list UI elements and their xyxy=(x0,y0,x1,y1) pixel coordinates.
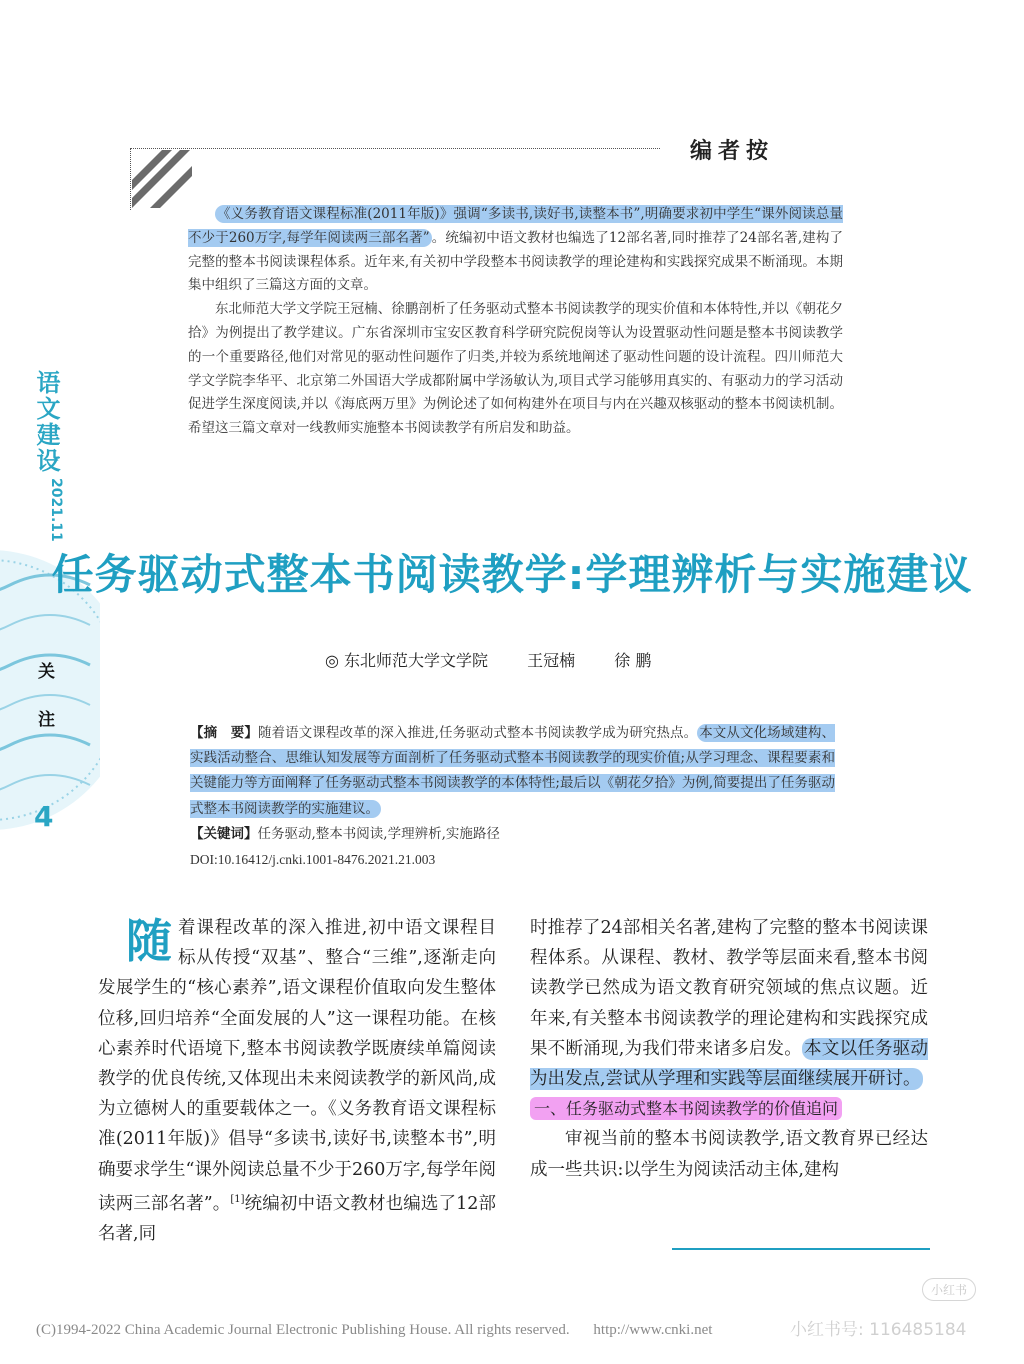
editor-box-left-border xyxy=(130,148,131,210)
body-text: 统编初中语文教材也编选了12部名著,同 xyxy=(98,1193,496,1244)
editor-note-text: 。统编初中语文教材也编选了12部名著,同时推荐了24部名著,建构了完整的整本书阅读课程体系。近年来,有关初中学段整本书阅读教学的理论建构和实践探究成果不断涌现。本期集中组织了三篇这方面的文章。 xyxy=(188,229,843,294)
page-number: 4 xyxy=(34,800,54,833)
section-heading xyxy=(530,1094,928,1124)
keywords-line xyxy=(190,822,835,847)
highlight-blue: 本文从文化场域建构、实践活动整合、思维认知发展等方面剖析了任务驱动式整本书阅读教学的现实价值;从学习理念、课程要素和关键能力等方面阐释了任务驱动式整本书阅读教学的本体特性;最后以《朝花夕拾》为例,简要提出了任务驱动式整本书阅读教学的实施建议。 xyxy=(190,725,836,817)
abstract-text xyxy=(190,721,835,822)
body-paragraph: 审视当前的整本书阅读教学,语文教育界已经达成一些共识:以学生为阅读活动主体,建构 xyxy=(530,1129,928,1180)
abstract-label: 【摘 要】 xyxy=(190,725,258,741)
citation: [1] xyxy=(230,1193,245,1205)
highlight-blue: 本文以任务驱动为出发点,尝试从学理和实践等层面继续展开研讨。 xyxy=(530,1038,929,1090)
body-text: 着课程改革的深入推进,初中语文课程目标从传授“双基”、整合“三维”,逐渐走向发展学生的“核心素养”,语文课程价值取向发生整体位移,回归培养“全面发展的人”这一课程功能。在核心素养时代语境下,整本书阅读教学既赓续单篇阅读教学的优良传统,又体现出未来阅读教学的新风尚,成为立德树人的重要载体之一。《义务教育语文课程标准(2011年版)》倡导“多读书,读好书,读整本书”,明确要求学生“课外阅读总量不少于260万字,每学年阅读两三部名著”。 xyxy=(98,918,496,1214)
body-paragraph xyxy=(530,913,928,1094)
article-title: 任务驱动式整本书阅读教学:学理辨析与实施建议 xyxy=(51,550,973,599)
highlight-blue: 《义务教育语文课程标准(2011年版)》强调“多读书,读好书,读整本书”,明确要求初中学生“课外阅读总量不少于260万字,每学年阅读两三部名著” xyxy=(188,206,843,246)
keywords: 任务驱动,整本书阅读,学理辨析,实施路径 xyxy=(257,825,500,842)
watermark-text: 小红书号: 116485184 xyxy=(790,1320,967,1340)
section-label: 关注 xyxy=(38,662,55,730)
body-paragraph xyxy=(98,913,496,1249)
body-column-right xyxy=(530,913,928,1185)
author-name: 徐 鹏 xyxy=(614,651,652,670)
editor-note-paragraph-1 xyxy=(188,203,843,298)
editor-note-body xyxy=(188,203,843,441)
doi: DOI:10.16412/j.cnki.1001-8476.2021.21.003 xyxy=(190,852,436,868)
issue-date: 2021.11 xyxy=(48,478,64,542)
affiliation: ◎ 东北师范大学文学院 xyxy=(325,651,489,670)
watermark-badge: 小红书 xyxy=(922,1278,976,1301)
abstract-block xyxy=(190,721,835,872)
footer-url: http://www.cnki.net xyxy=(593,1322,713,1338)
editor-note-paragraph-2: 东北师范大学文学院王冠楠、徐鹏剖析了任务驱动式整本书阅读教学的现实价值和本体特性,并以《朝花夕拾》为例提出了教学建议。广东省深圳市宝安区教育科学研究院倪岗等认为设置驱动性问题是整本书阅读教学的一个重要路径,他们对常见的驱动性问题作了归类,并较为系统地阐述了驱动性问题的设计流程。四川师范大学文学院李华平、北京第二外国语大学成都附属中学汤敏认为,项目式学习能够用真实的、有驱动力的学习活动促进学生深度阅读,并以《海底两万里》为例论述了如何构建外在项目与内在兴趣双核驱动的整本书阅读机制。希望这三篇文章对一线教师实施整本书阅读教学有所启发和助益。 xyxy=(188,301,843,437)
highlight-pink: 一、任务驱动式整本书阅读教学的价值追问 xyxy=(530,1097,842,1120)
abstract-plain: 随着语文课程改革的深入推进,任务驱动式整本书阅读教学成为研究热点。 xyxy=(257,725,698,741)
body-column-left xyxy=(98,913,496,1249)
keywords-label: 【关键词】 xyxy=(190,825,258,842)
pen-underline xyxy=(672,1248,930,1250)
drop-cap: 随 xyxy=(126,914,172,968)
diagonal-stripes-ornament xyxy=(132,150,192,208)
copyright-text: (C)1994-2022 China Academic Journal Electronic Publishing House. All rights reserved. xyxy=(36,1322,570,1338)
author-line xyxy=(325,648,685,671)
editor-note-heading: 编者按 xyxy=(690,138,775,164)
copyright-footer xyxy=(36,1322,732,1339)
editor-box-top-border xyxy=(130,148,660,149)
journal-title: 语文建设 xyxy=(32,370,61,474)
body-text: 时推荐了24部相关名著,建构了完整的整本书阅读课程体系。从课程、教材、教学等层面来看,整本书阅读教学已然成为语文教育研究领域的焦点议题。近年来,有关整本书阅读教学的理论建构和实践探究成果不断涌现,为我们带来诸多启发。 xyxy=(530,918,928,1059)
author-name: 王冠楠 xyxy=(527,651,576,670)
